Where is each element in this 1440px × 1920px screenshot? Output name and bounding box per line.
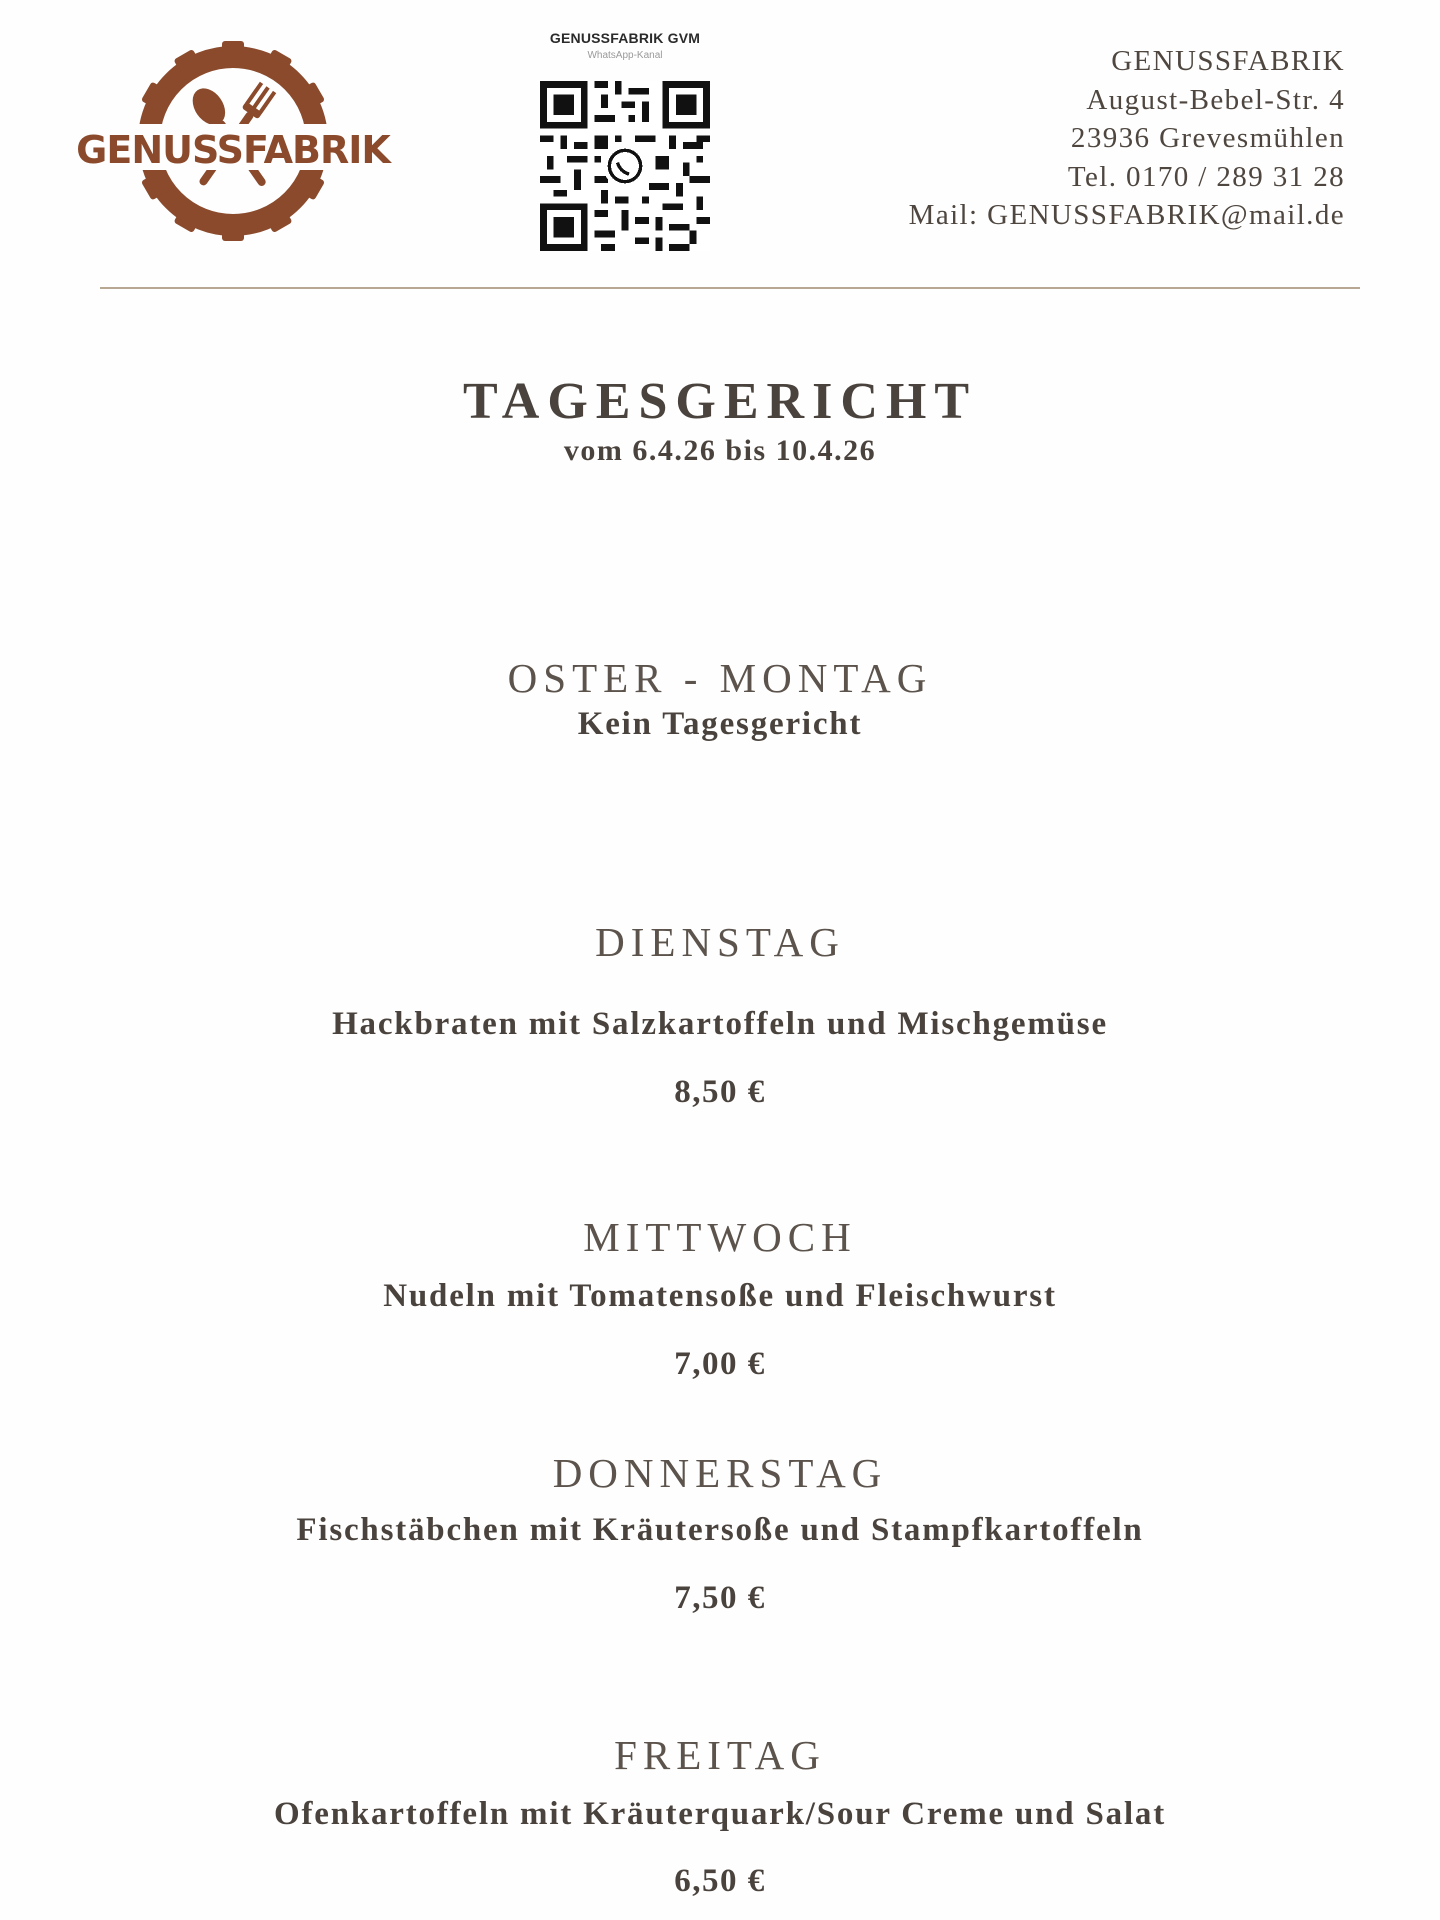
dish-thursday: Fischstäbchen mit Kräutersoße und Stampfkartoffeln [296,1512,1144,1548]
qr-code-block [530,30,720,251]
qr-title: GENUSSFABRIK GVM [549,30,701,46]
dish-monday: Kein Tagesgericht [577,706,863,742]
day-heading-thursday: DONNERSTAG [552,1450,888,1496]
price-thursday: 7,50 € [674,1580,766,1616]
dish-friday: Ofenkartoffeln mit Kräuterquark/Sour Creme und Salat [273,1796,1166,1832]
price-wednesday: 7,00 € [674,1346,766,1382]
email-address[interactable]: Mail: GENUSSFABRIK@mail.de [908,199,1345,231]
street-address: August-Bebel-Str. 4 [1086,83,1345,116]
qr-subtitle: WhatsApp-Kanal [587,50,663,61]
city-address: 23936 Grevesmühlen [1070,122,1345,154]
day-heading-wednesday: MITTWOCH [583,1214,857,1260]
dish-tuesday: Hackbraten mit Salzkartoffeln und Mischgemüse [332,1006,1108,1042]
genussfabrik-logo [76,36,390,246]
phone-number[interactable]: Tel. 0170 / 289 31 28 [1067,160,1345,193]
day-heading-monday: OSTER - MONTAG [507,655,933,701]
date-range: vom 6.4.26 bis 10.4.26 [563,434,877,467]
contact-address [909,42,1345,235]
business-name: GENUSSFABRIK [1111,45,1345,77]
page-header [0,0,1440,290]
day-heading-tuesday: DIENSTAG [595,919,845,965]
day-heading-friday: FREITAG [614,1732,826,1778]
price-tuesday: 8,50 € [674,1074,766,1110]
page-title: TAGESGERICHT [462,373,978,430]
header-divider [100,287,1360,289]
price-friday: 6,50 € [674,1863,766,1899]
svg-text:GENUSSFABRIK: GENUSSFABRIK [76,128,390,172]
dish-wednesday: Nudeln mit Tomatensoße und Fleischwurst [383,1278,1057,1314]
whatsapp-qr-code[interactable] [540,81,710,251]
